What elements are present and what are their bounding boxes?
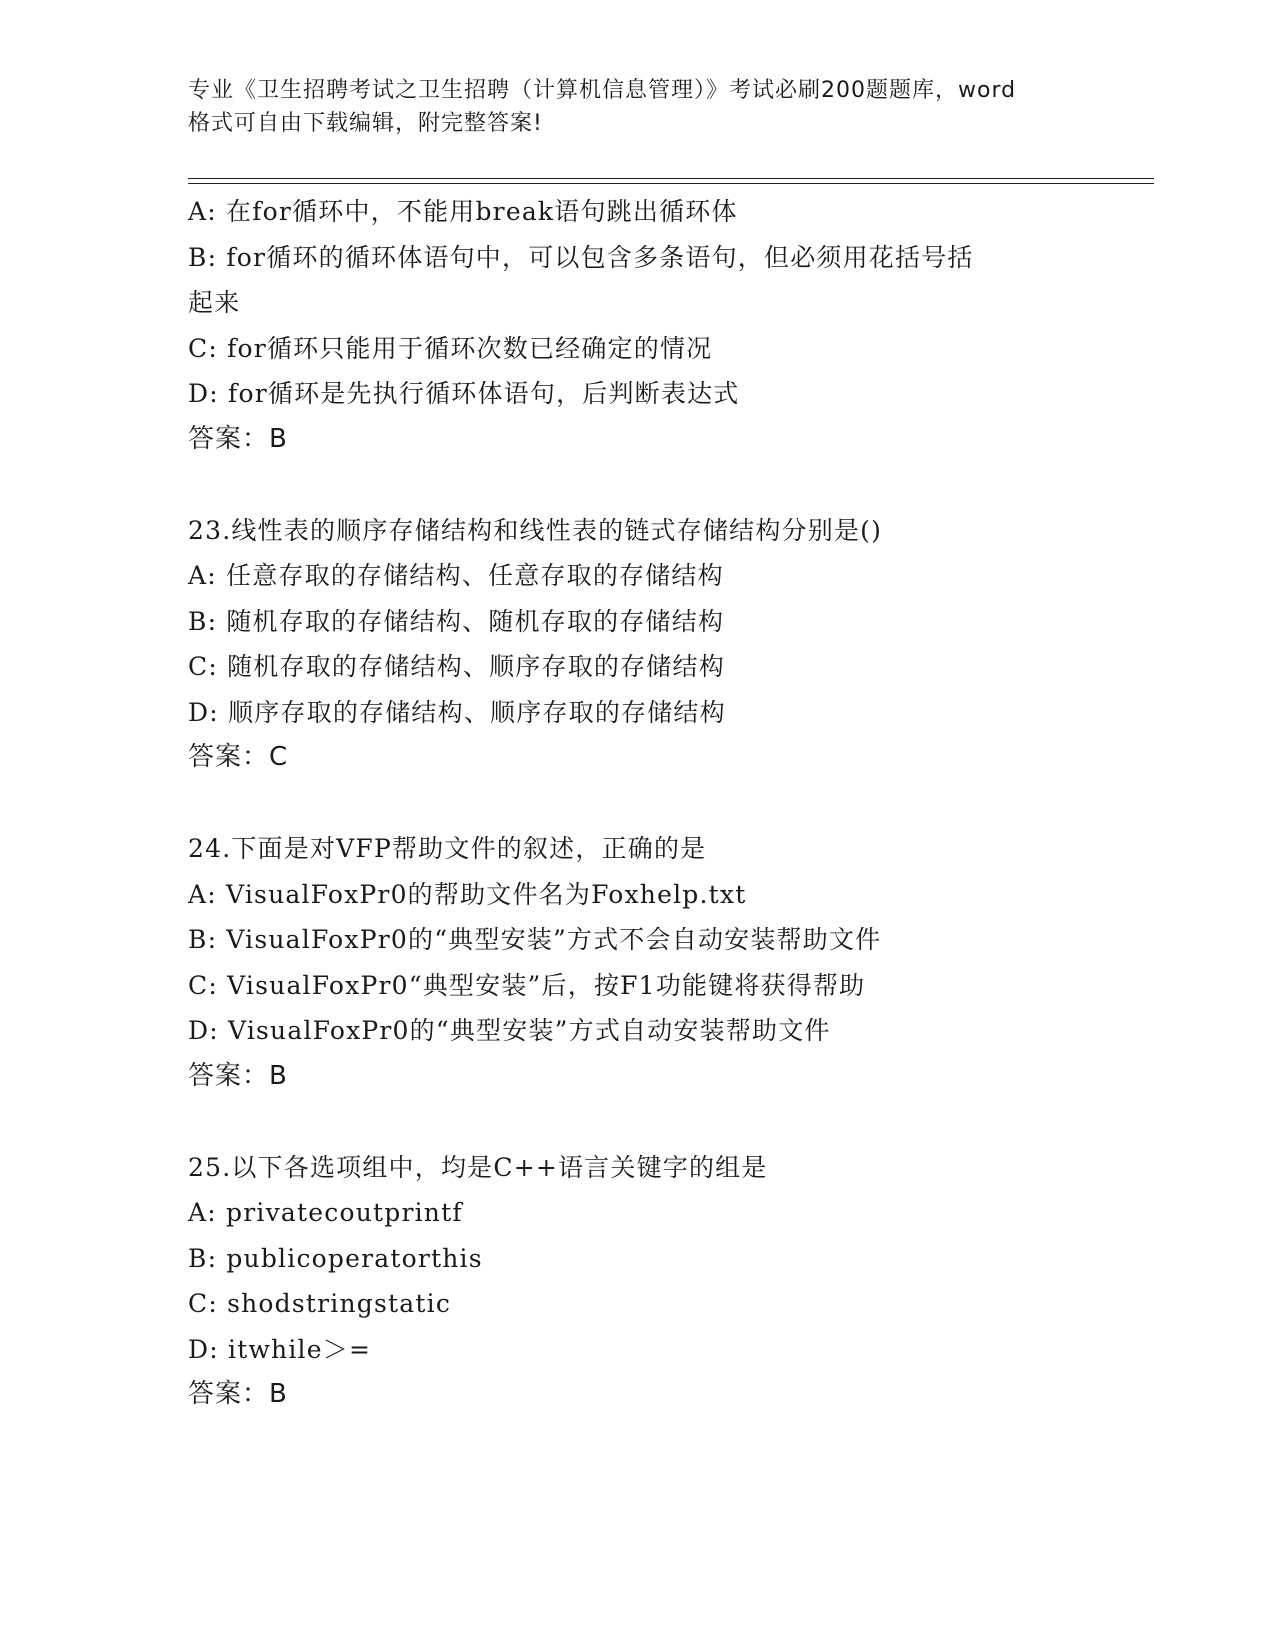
header-line-1: 专业《卫生招聘考试之卫生招聘（计算机信息管理）》考试必刷200题题库，word	[188, 78, 1017, 103]
document-header	[188, 74, 1088, 140]
option-d: D: VisualFoxPr0的“典型安装”方式自动安装帮助文件	[188, 1016, 831, 1045]
answer-label: 答案：B	[188, 1060, 288, 1091]
option-b: B: publicoperatorthis	[188, 1243, 483, 1273]
question-title: 24.下面是对VFP帮助文件的叙述，正确的是	[188, 834, 707, 863]
spacer	[188, 781, 1088, 827]
header-divider-top	[188, 178, 1154, 179]
option-c: C: VisualFoxPr0“典型安装”后，按F1功能键将获得帮助	[188, 970, 866, 1000]
answer-label: 答案：B	[188, 423, 288, 454]
question-title: 23.线性表的顺序存储结构和线性表的链式存储结构分别是()	[188, 515, 883, 545]
option-a: A: VisualFoxPr0的帮助文件名为Foxhelp.txt	[188, 879, 747, 909]
option-d: D: itwhile＞=	[188, 1334, 372, 1364]
answer-label: 答案：B	[188, 1379, 288, 1409]
question-title: 25.以下各选项组中，均是C++语言关键字的组是	[188, 1152, 768, 1182]
option-a: A: 任意存取的存储结构、任意存取的存储结构	[188, 561, 724, 590]
option-a: A: 在for循环中，不能用break语句跳出循环体	[188, 197, 738, 226]
option-a: A: privatecoutprintf	[188, 1198, 463, 1227]
question-block-25	[188, 1145, 1088, 1418]
option-d: D: for循环是先执行循环体语句，后判断表达式	[188, 379, 740, 408]
spacer	[188, 1099, 1088, 1145]
spacer	[188, 462, 1088, 508]
question-block-23	[188, 508, 1088, 781]
question-block-continued	[188, 189, 1088, 462]
header-line-2: 格式可自由下载编辑，附完整答案!	[188, 111, 543, 136]
header-divider-bottom	[188, 183, 1154, 184]
option-c: C: 随机存取的存储结构、顺序存取的存储结构	[188, 652, 725, 681]
option-c: C: shodstringstatic	[188, 1289, 452, 1318]
answer-label: 答案：C	[188, 742, 289, 772]
option-b: B: VisualFoxPr0的“典型安装”方式不会自动安装帮助文件	[188, 925, 882, 954]
option-b: B: 随机存取的存储结构、随机存取的存储结构	[188, 606, 725, 636]
option-c: C: for循环只能用于循环次数已经确定的情况	[188, 333, 713, 363]
question-list	[188, 189, 1088, 1418]
option-d: D: 顺序存取的存储结构、顺序存取的存储结构	[188, 697, 726, 727]
option-b: B: for循环的循环体语句中，可以包含多条语句，但必须用花括号括	[188, 242, 974, 272]
option-b-continuation: 起来	[188, 288, 241, 317]
question-block-24	[188, 826, 1088, 1099]
